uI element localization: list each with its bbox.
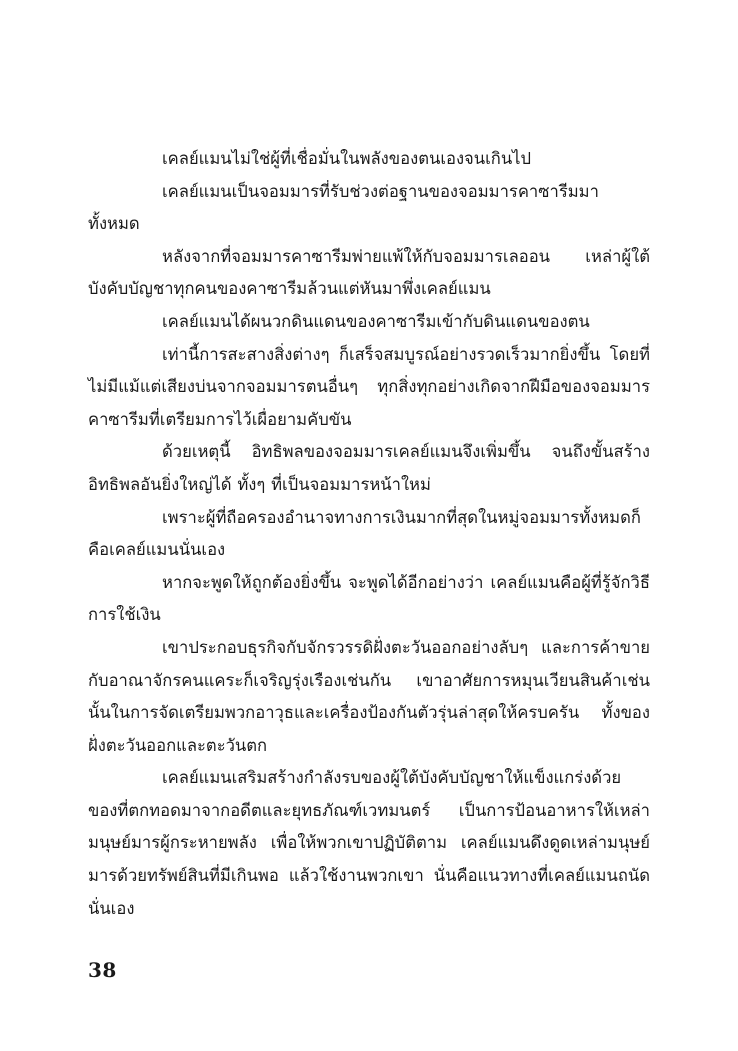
paragraph-7: เพราะผู้ที่ถือครองอำนาจทางการเงินมากที่สุดในหมู่จอมมารทั้งหมดก็คือเคลย์แมนนั่นเอง xyxy=(88,507,641,560)
page-number: 38 xyxy=(88,958,117,982)
paragraph-4: เคลย์แมนได้ผนวกดินแดนของคาซารีมเข้ากับดินแดนของตน xyxy=(162,311,590,331)
paragraph-6: ด้วยเหตุนี้ อิทธิพลของจอมมารเคลย์แมนจึงเพิ่มขึ้น จนถึงขั้นสร้างอิทธิพลอันยิ่งใหญ่ได้ ทั้งๆ ที่เป็นจอมมารหน้าใหม่ xyxy=(88,442,650,494)
paragraph-1: เคลย์แมนไม่ใช่ผู้ที่เชื่อมั่นในพลังของตนเองจนเกินไป xyxy=(162,149,532,168)
paragraph-10: เคลย์แมนเสริมสร้างกำลังรบของผู้ใต้บังคับบัญชาให้แข็งแกร่งด้วยของที่ตกทอดมาจากอดีตและยุทธภัณฑ์เวทมนตร์ เป็นการป้อนอาหารให้เหล่ามนุษย์มารผู้กระหายพลัง เพื่อให้พวกเขาปฏิบัติตาม เคลย์แมนดึงดูดเหล่ามนุษย์มารด้วยทรัพย์สินที่มีเกินพอ แล้วใช้งานพวกเขา นั่นคือแนวทางที่เคลย์แมนถนัดนั่นเอง xyxy=(88,768,650,918)
paragraph-8: หากจะพูดให้ถูกต้องยิ่งขึ้น จะพูดได้อีกอย่างว่า เคลย์แมนคือผู้ที่รู้จักวิธีการใช้เงิน xyxy=(88,572,650,625)
paragraph-9: เขาประกอบธุรกิจกับจักรวรรดิฝั่งตะวันออกอย่างลับๆ และการค้าขายกับอาณาจักรคนแคระก็เจริญรุ่งเรืองเช่นกัน เขาอาศัยการหมุนเวียนสินค้าเช่นนั้นในการจัดเตรียมพวกอาวุธและเครื่องป้องกันตัวรุ่นล่าสุดให้ครบครัน ทั้งของฝั่งตะวันออกและตะวันตก xyxy=(88,637,650,755)
paragraph-2: เคลย์แมนเป็นจอมมารที่รับช่วงต่อฐานของจอมมารคาซารีมมาทั้งหมด xyxy=(88,181,599,234)
body-text xyxy=(88,143,650,925)
paragraph-3: หลังจากที่จอมมารคาซารีมพ่ายแพ้ให้กับจอมมารเลออน เหล่าผู้ใต้บังคับบัญชาทุกคนของคาซารีมล้วนแต่หันมาพึ่งเคลย์แมน xyxy=(88,246,650,299)
paragraph-5: เท่านี้การสะสางสิ่งต่างๆ ก็เสร็จสมบูรณ์อย่างรวดเร็วมากยิ่งขึ้น โดยที่ไม่มีแม้แต่เสียงบ่นจากจอมมารตนอื่นๆ ทุกสิ่งทุกอย่างเกิดจากฝีมือของจอมมารคาซารีมที่เตรียมการไว้เผื่อยามคับขัน xyxy=(88,344,650,429)
